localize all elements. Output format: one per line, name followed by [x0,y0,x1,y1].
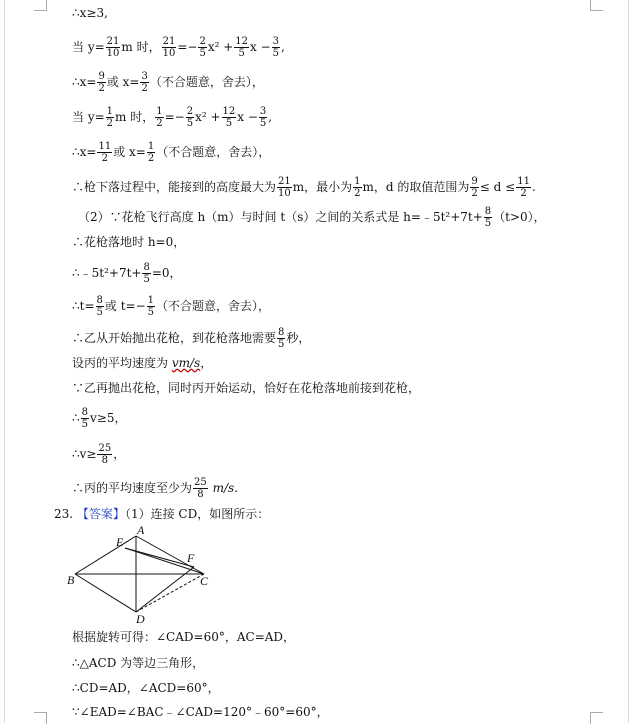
segment-BD [75,574,136,612]
line-condition: ∵乙再抛出花枪，同时丙开始运动，恰好在花枪落地前接到花枪， [72,381,421,395]
line-equilateral: ∴△ACD 为等边三角形， [72,656,205,670]
line-part-2-relation: （2）∵花枪飞行高度 h（m）与时间 t（s）之间的关系式是 h=﹣5t²+7t+ $\frac{8}{5}$ （t>0）， [78,206,546,229]
line-cd-ad: ∴CD=AD，∠ACD=60°， [72,681,220,695]
line-x-11-2-or-1-2: ∴x= $\frac{11}{2}$ 或 x= $\frac{1}{2}$ （不合题意，舍去）， [72,141,271,164]
crop-mark-top-left [34,0,47,11]
crop-mark-bottom-left [34,712,47,724]
line-landing-time: ∴乙从开始抛出花枪，到花枪落地需要 $\frac{8}{5}$ 秒， [72,327,311,350]
answer-tag: 【答案】 [76,507,125,521]
question-23-header: 23. 【答案】（1）连接 CD，如图所示： [54,507,270,521]
label-D: D [136,612,145,624]
page-right-border [628,0,629,723]
question-number: 23. [54,507,74,521]
segment-CD-dashed [136,574,204,612]
line-rotation: 根据旋转可得：∠CAD=60°，AC=AD， [72,630,296,644]
line-v-bound: ∴v≥ $\frac{25}{8}$ ， [72,443,126,466]
geometry-figure [66,524,214,624]
line-equation: ∴﹣5t²+7t+ $\frac{8}{5}$ =0， [72,262,182,285]
line-h-equals-0: ∴花枪落地时 h=0， [72,235,186,249]
crop-mark-top-right [590,0,603,11]
crop-mark-bottom-right [590,712,603,724]
label-E: E [116,535,124,549]
line-x-ge-3: ∴x≥3, [72,6,108,20]
line-y-equals-1-2: 当 y= $\frac{1}{2}$ m 时， $\frac{1}{2}$ =− $\frac{2}{5}$ x² + $\frac{12}{5}$ x − $\frac{3}{5}$ , [72,106,273,129]
segment-BA [75,536,136,574]
line-t-solutions: ∴t= $\frac{8}{5}$ 或 t=− $\frac{1}{5}$ （不合题意，舍去）， [72,295,271,318]
line-x-9-2-or-3-2: ∴x= $\frac{9}{2}$ 或 x= $\frac{3}{2}$ （不合题意，舍去）， [72,71,264,94]
line-conclusion: ∴丙的平均速度至少为 $\frac{25}{8}$ m/s． [72,477,247,500]
line-inequality: ∴ $\frac{8}{5}$ v≥5， [72,407,127,430]
label-C: C [200,574,209,588]
label-A: A [137,524,145,537]
label-F: F [187,551,195,565]
line-y-equals-21-10: 当 y= $\frac{21}{10}$ m 时， $\frac{21}{10}$ =− $\frac{2}{5}$ x² + $\frac{12}{5}$ x − $\frac{3}{5}$ , [72,36,285,59]
line-angle-ead: ∵∠EAD=∠BAC﹣∠CAD=120°﹣60°=60°， [72,705,329,719]
segment-EF [125,548,194,567]
line-d-range: ∴枪下落过程中，能接到的高度最大为 $\frac{21}{10}$ m，最小为 $\frac{1}{2}$ m，d 的取值范围为 $\frac{9}{2}$ ≤ d ≤ $\frac{11}{2}$ . [72,176,536,199]
line-set-speed: 设丙的平均速度为 vm/s， [72,356,213,370]
page-left-border [4,0,5,723]
label-B: B [67,573,75,587]
